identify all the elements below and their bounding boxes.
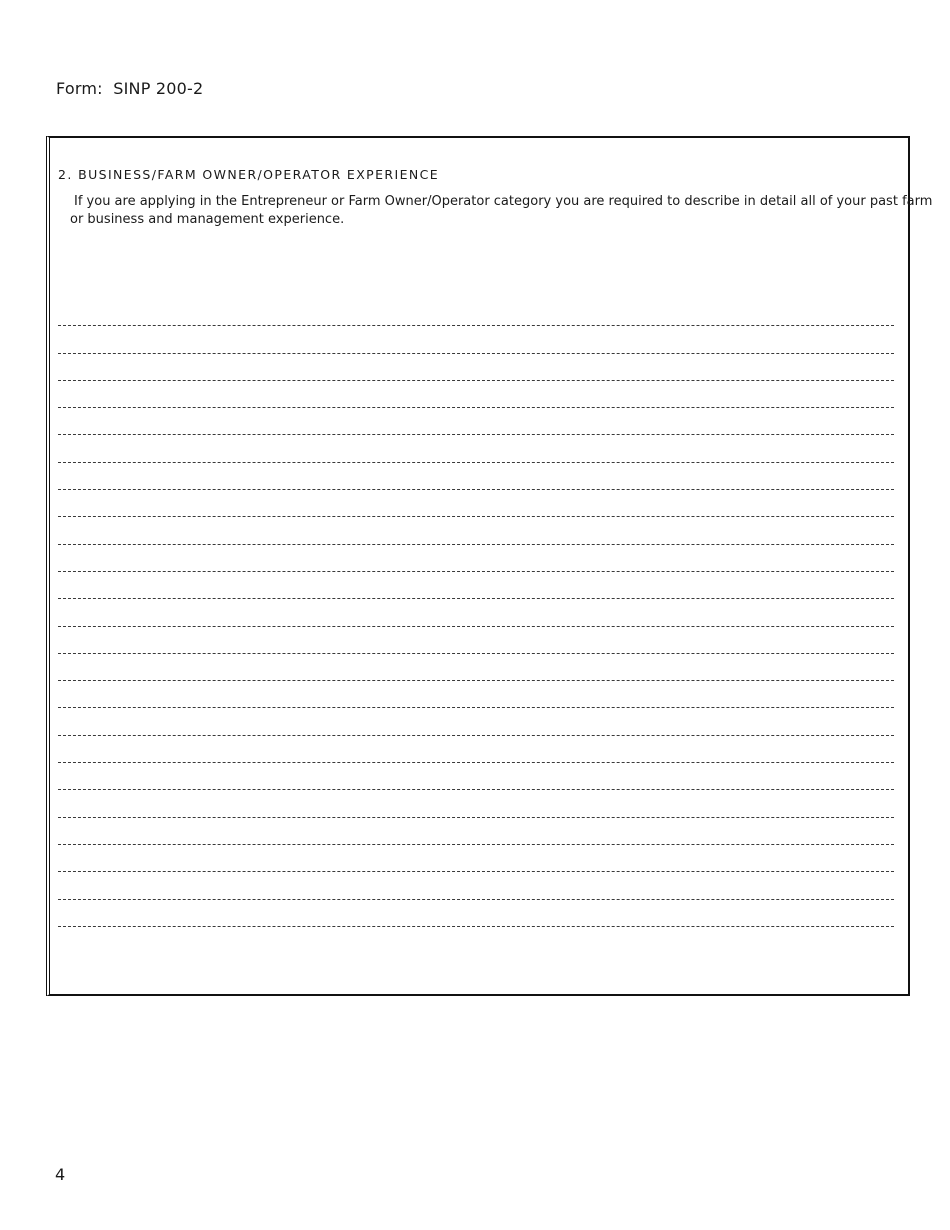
answer-line[interactable] xyxy=(58,681,894,708)
answer-line[interactable] xyxy=(58,872,894,899)
section-instructions xyxy=(70,193,933,229)
answer-line[interactable] xyxy=(58,463,894,490)
answer-line[interactable] xyxy=(58,326,894,353)
answer-line[interactable] xyxy=(58,818,894,845)
answer-line[interactable] xyxy=(58,517,894,544)
answer-line[interactable] xyxy=(58,572,894,599)
answer-line[interactable] xyxy=(58,299,894,326)
answer-line[interactable] xyxy=(58,900,894,927)
answer-line[interactable] xyxy=(58,708,894,735)
instructions-line-2: or business and management experience. xyxy=(70,212,345,227)
answer-line[interactable] xyxy=(58,545,894,572)
answer-line[interactable] xyxy=(58,435,894,462)
answer-line[interactable] xyxy=(58,627,894,654)
answer-line[interactable] xyxy=(58,736,894,763)
section-title: 2. BUSINESS/FARM OWNER/OPERATOR EXPERIENCE xyxy=(58,167,440,182)
answer-line[interactable] xyxy=(58,654,894,681)
instructions-line-1: If you are applying in the Entrepreneur or Farm Owner/Operator category you are required to describe in detail all of your past farm xyxy=(74,194,933,209)
page-number: 4 xyxy=(55,1165,66,1184)
answer-line[interactable] xyxy=(58,763,894,790)
answer-line[interactable] xyxy=(58,845,894,872)
answer-line[interactable] xyxy=(58,408,894,435)
answer-line[interactable] xyxy=(58,490,894,517)
business-experience-section xyxy=(46,136,933,996)
answer-lines-area[interactable] xyxy=(58,299,894,927)
answer-line[interactable] xyxy=(58,354,894,381)
answer-line[interactable] xyxy=(58,381,894,408)
form-identifier: Form: SINP 200-2 xyxy=(56,79,204,98)
answer-line[interactable] xyxy=(58,790,894,817)
answer-line[interactable] xyxy=(58,599,894,626)
